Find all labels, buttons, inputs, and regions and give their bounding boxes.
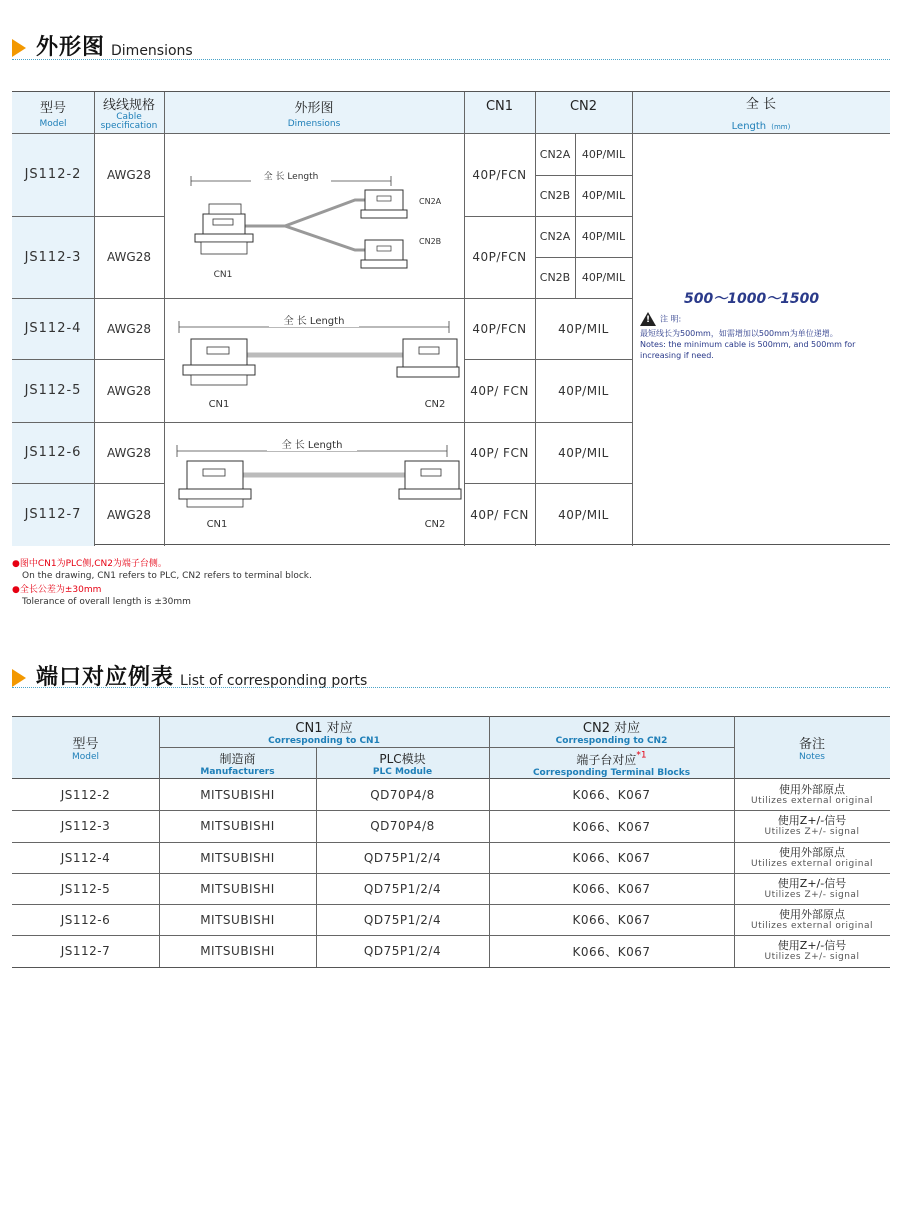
note-zh: 使用Z+/-信号 [777,876,847,890]
terminal-value: K066、K067 [572,882,651,896]
terminal-value: K066、K067 [572,851,651,865]
cn1-value: 40P/ FCN [470,507,529,522]
model-value: JS112-6 [24,445,82,460]
header-model-en: Model [71,752,100,762]
header-cable-en2: specification [100,121,158,131]
cn2-connector-shell [405,461,459,489]
section-title-en: Dimensions [111,43,193,59]
note-zh: 使用Z+/-信号 [777,814,847,827]
note-zh: 使用外部原点 [779,907,845,921]
table-row-model [12,359,94,422]
model-value: JS112-5 [60,881,111,896]
header-dim-zh: 外形图 [294,100,334,116]
table-row-awg [94,359,164,422]
arrow-icon [12,669,26,687]
cn2-split-value [575,216,632,257]
cn1-connector-pins [191,375,247,385]
manufacturer-value: MITSUBISHI [200,819,275,833]
cn2-value: 40P/MIL [558,383,609,398]
cn2-label: CN2B [539,271,571,284]
table-row-cn1 [464,359,535,422]
note-title: 注 明: [660,314,682,324]
cn2-label: CN2B [539,189,571,202]
table-row-awg [94,298,164,359]
drawing-straight-cable-2 [165,423,463,545]
table-row-awg [94,483,164,546]
header-tb-en: Corresponding Terminal Blocks [532,767,691,778]
cn1-value: 40P/FCN [472,321,527,336]
bullet-dot-icon: ● [12,559,20,569]
section-title-zh: 端口对应例表 [36,665,175,690]
length-note [640,312,888,361]
header-notes [734,716,890,779]
note-zh: 使用Z+/-信号 [777,939,847,952]
table-row-cn1 [464,216,535,298]
table-row-cn2 [535,422,632,483]
model-value: JS112-4 [24,321,82,336]
terminal-value: K066、K067 [572,913,651,927]
grid-line [632,92,633,546]
cn2b-connector-shell [365,240,403,260]
header-model-zh: 型号 [39,100,66,116]
model-value: JS112-3 [60,819,111,833]
cn2-split-label [535,175,575,216]
header-cn2 [535,92,632,120]
table-row-awg [94,133,164,216]
note-en: Utilizes Z+/- signal [764,952,860,962]
cn2-value: 40P/MIL [558,507,609,522]
table-row-cn1 [464,422,535,483]
header-terminal-blocks [489,747,734,779]
cn2-split-value [575,257,632,298]
table-row-model [12,216,94,298]
model-value: JS112-5 [24,383,82,398]
cn1-connector-pins [201,242,247,254]
cn2-value: 40P/MIL [581,189,626,202]
cn2-label: CN2A [539,230,571,243]
cn2-value: 40P/MIL [581,147,626,161]
terminal-value: K066、K067 [572,819,651,834]
header-cn2-en: Corresponding to CN2 [555,736,668,746]
plc-value: QD70P4/8 [370,819,435,833]
cn2-connector-flange [397,367,459,377]
section-title-zh: 外形图 [36,35,106,60]
note-en: Utilizes external original [751,920,873,931]
header-cn1-zh: CN1 对应 [295,721,353,736]
cn2-value: 40P/MIL [581,230,626,243]
note-zh: 最短线长为500mm，如需增加以500mm为单位递增。 [640,329,838,338]
note-en: Utilizes external original [751,858,873,869]
note-en: Utilizes external original [751,795,873,806]
arrow-icon [12,39,26,57]
section-title-dimensions [12,30,193,61]
header-cable-en1: Cable [116,112,142,122]
table-row-model [12,133,94,216]
header-manufacturer [159,747,316,779]
model-value: JS112-2 [24,167,82,182]
header-length-zh: 全 长 [745,96,777,112]
plc-value: QD75P1/2/4 [363,944,442,958]
table-row-model [12,298,94,359]
cn1-connector-shell [187,461,243,489]
table-row-cn2 [535,483,632,546]
cn1-connector-flange [179,489,251,499]
table-row-model [12,483,94,546]
manufacturer-value: MITSUBISHI [200,912,275,927]
cn2b-connector-flange [361,260,407,268]
note-en: Utilizes Z+/- signal [764,827,860,837]
model-value: JS112-7 [24,507,82,522]
cn1-value: 40P/FCN [472,250,527,264]
table-row-awg [94,422,164,483]
cn2-split-label [535,133,575,175]
cn1-label: CN1 [208,399,230,410]
cn2-split-value [575,175,632,216]
awg-value: AWG28 [107,167,151,182]
cable-branch [243,226,365,250]
manufacturer-value: MITSUBISHI [200,787,275,802]
cn2a-connector-shell [365,190,403,210]
model-value: JS112-4 [60,850,111,865]
cn1-value: 40P/FCN [472,167,527,182]
footnote-1-en: On the drawing, CN1 refers to PLC, CN2 refers to terminal block. [22,571,312,581]
table-row-cn1 [464,133,535,216]
note-zh: 使用外部原点 [779,782,845,796]
header-dim-en: Dimensions [287,118,341,129]
awg-value: AWG28 [107,321,151,336]
warning-icon [640,312,656,326]
cable-branch [243,200,365,226]
header-cn2-zh: CN2 对应 [582,721,641,736]
manufacturer-value: MITSUBISHI [200,881,275,896]
awg-value: AWG28 [107,250,151,264]
cn2-label: CN2 [424,399,446,410]
plc-value: QD75P1/2/4 [363,912,442,927]
section-title-en: List of corresponding ports [180,673,368,689]
header-model-en: Model [39,118,67,129]
divider [12,59,890,60]
drawing-y-split-cable [165,134,463,298]
model-value: JS112-3 [24,249,82,265]
header-mfr-en: Manufacturers [200,766,275,777]
plc-value: QD70P4/8 [370,787,435,802]
cn1-value: 40P/ FCN [470,383,529,398]
header-length [632,92,890,133]
footnotes [12,558,312,608]
header-notes-zh: 备注 [798,737,825,752]
cn2a-connector-flange [361,210,407,218]
header-model-zh: 型号 [72,737,99,752]
bullet-dot-icon: ● [12,585,20,595]
header-cn1 [464,92,535,120]
header-cn1-label: CN1 [485,98,514,114]
cn2-value: 40P/MIL [558,445,609,460]
cn2-label: CN2 [424,519,446,530]
cn2-label: CN2A [539,147,571,161]
cn1-connector-pins [187,499,243,507]
cn2a-label: CN2A [419,197,442,206]
length-label: 全 长 Length [283,316,345,327]
header-cable-zh: 线线规格 [102,98,155,113]
divider [12,687,890,688]
model-value: JS112-2 [60,787,111,802]
cn2-connector-shell [403,339,457,367]
awg-value: AWG28 [107,507,151,522]
manufacturer-value: MITSUBISHI [200,850,275,865]
header-cn2 [489,716,734,747]
cn2-value: 40P/MIL [581,271,626,284]
cn1-connector-shell [191,339,247,365]
cn1-connector-flange [195,234,253,242]
model-value: JS112-7 [60,944,111,958]
awg-value: AWG28 [107,445,151,460]
table-row-cn2 [535,359,632,422]
header-length-unit: (mm) [771,122,791,131]
header-cn1-en: Corresponding to CN1 [268,736,380,746]
footnote-1-zh: 图中CN1为PLC侧,CN2为端子台侧。 [19,559,167,569]
cn1-connector-flange [183,365,255,375]
grid-line [12,967,890,968]
cn2-split-label [535,257,575,298]
table-row-cn1 [464,483,535,546]
terminal-value: K066、K067 [572,788,651,802]
model-value: JS112-6 [60,912,111,927]
awg-value: AWG28 [107,383,151,398]
header-cn2-label: CN2 [569,98,598,114]
header-length-en: Length [731,120,767,132]
header-cn1 [159,716,489,747]
header-plc-module [316,747,489,779]
drawing-straight-cable [165,299,463,421]
table-row-cn2 [535,298,632,359]
header-cable [94,92,164,133]
note-en: Utilizes Z+/- signal [764,889,860,900]
table-row-cn1 [464,298,535,359]
header-plc-en: PLC Module [372,766,433,777]
cn2-value: 40P/MIL [558,321,609,336]
cn1-label: CN1 [206,519,228,530]
cn2-split-value [575,133,632,175]
header-mfr-zh: 制造商 [219,751,256,766]
footnote-2-en: Tolerance of overall length is ±30mm [22,597,191,607]
header-plc-zh: PLC模块 [379,751,426,766]
note-zh: 使用外部原点 [779,845,845,859]
footnote-2-zh: 全长公差为±30mm [19,585,102,595]
length-value: 500～1000～1500 [684,291,820,307]
cn1-connector-top [209,204,241,214]
footnote-marker: *1 [636,750,647,761]
length-label: 全 长 Length [281,440,343,451]
plc-value: QD75P1/2/4 [363,850,442,865]
header-model [12,716,159,779]
cn1-label: CN1 [213,270,233,280]
cn1-value: 40P/ FCN [470,445,529,460]
header-tb-zh: 端子台对应 [576,752,637,767]
plc-value: QD75P1/2/4 [363,881,442,896]
table-row-awg [94,216,164,298]
cn2-connector-flange [399,489,461,499]
manufacturer-value: MITSUBISHI [200,944,275,958]
length-label: 全 长 Length [263,172,319,182]
terminal-value: K066、K067 [572,944,651,959]
header-notes-en: Notes [799,752,825,762]
cn2b-label: CN2B [419,237,442,246]
note-en: Notes: the minimum cable is 500mm, and 500mm for increasing if need. [640,340,856,360]
header-dimensions [164,92,464,133]
header-model [12,92,94,133]
cn2-split-label [535,216,575,257]
table-row-model [12,422,94,483]
